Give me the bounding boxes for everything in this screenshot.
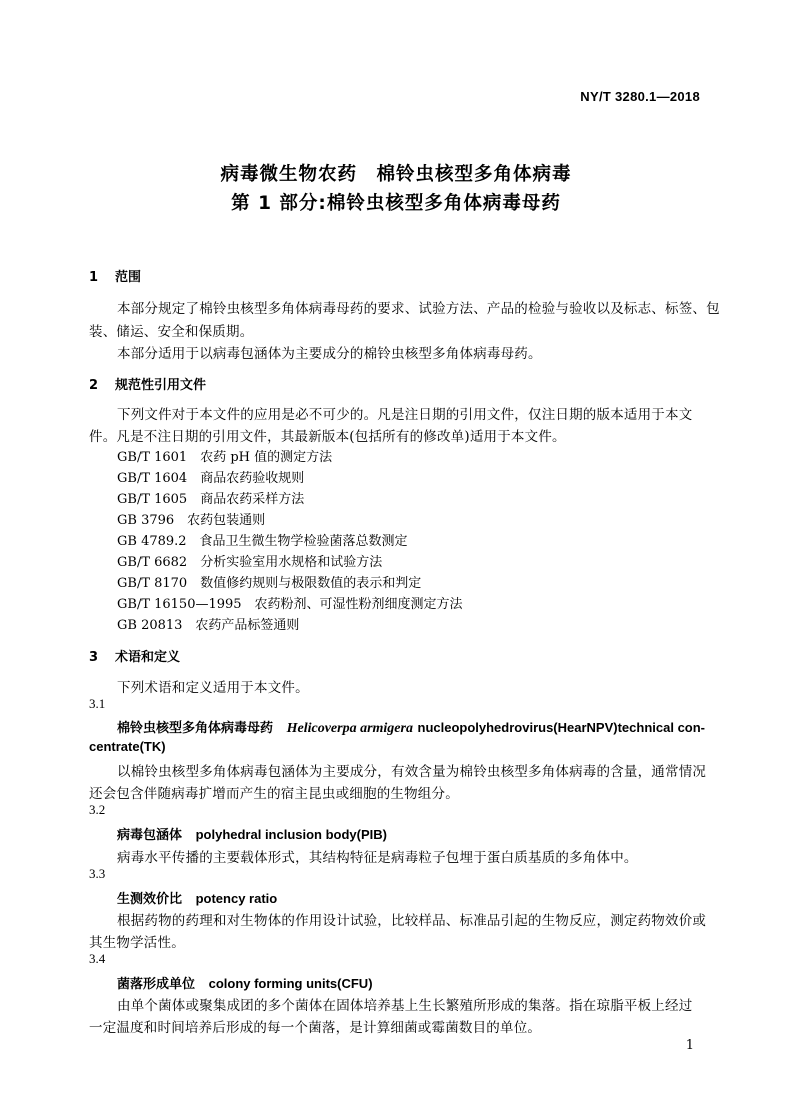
term-title xyxy=(117,824,387,843)
term-english: colony forming units(CFU) xyxy=(208,976,373,991)
section-number: 2 xyxy=(89,378,99,393)
reference-item: GB/T 16150—1995 农药粉剂、可湿性粉剂细度测定方法 xyxy=(117,597,463,612)
paragraph-line: 件。凡是不注日期的引用文件，其最新版本(包括所有的修改单)适用于本文件。 xyxy=(89,429,566,445)
term-english: centrate(TK) xyxy=(89,739,166,754)
reference-item: GB/T 1605 商品农药采样方法 xyxy=(117,492,305,507)
term-number: 3.4 xyxy=(89,951,106,966)
standard-number: NY/T 3280.1—2018 xyxy=(580,89,700,104)
definition-line: 病毒水平传播的主要载体形式，其结构特征是病毒粒子包埋于蛋白质基质的多角体中。 xyxy=(117,850,638,866)
term-chinese: 病毒包涵体 xyxy=(117,828,183,843)
term-title xyxy=(117,888,277,907)
term-chinese: 菌落形成单位 xyxy=(117,977,196,992)
definition-line: 其生物学活性。 xyxy=(89,935,185,951)
definition-line: 以棉铃虫核型多角体病毒包涵体为主要成分，有效含量为棉铃虫核型多角体病毒的含量，通常情况 xyxy=(117,764,707,780)
paragraph-line: 本部分规定了棉铃虫核型多角体病毒母药的要求、试验方法、产品的检验与验收以及标志、标签、包 xyxy=(117,301,720,317)
term-title xyxy=(117,717,705,737)
definition-line: 还会包含伴随病毒扩增而产生的宿主昆虫或细胞的生物组分。 xyxy=(89,786,459,802)
section-heading-terms-definitions xyxy=(89,646,180,665)
term-title-continuation xyxy=(89,739,166,755)
reference-item: GB/T 8170 数值修约规则与极限数值的表示和判定 xyxy=(117,576,422,591)
term-number: 3.2 xyxy=(89,802,106,817)
section-title: 规范性引用文件 xyxy=(115,378,207,393)
section-heading-normative-references xyxy=(89,374,206,393)
paragraph-line: 装、储运、安全和保质期。 xyxy=(89,324,254,340)
document-title-line-1: 病毒微生物农药 棉铃虫核型多角体病毒 xyxy=(220,164,572,185)
term-english: polyhedral inclusion body(PIB) xyxy=(195,827,387,842)
term-english: nucleopolyhedrovirus(HearNPV)technical con- xyxy=(417,720,706,735)
page-number: 1 xyxy=(685,1038,694,1053)
section-number: 3 xyxy=(89,650,99,665)
definition-line: 一定温度和时间培养后形成的每一个菌落，是计算细菌或霉菌数目的单位。 xyxy=(89,1020,542,1036)
paragraph-line: 本部分适用于以病毒包涵体为主要成分的棉铃虫核型多角体病毒母药。 xyxy=(117,346,542,362)
section-heading-scope xyxy=(89,266,141,285)
section-title: 范围 xyxy=(115,270,142,285)
paragraph-line: 下列文件对于本文件的应用是必不可少的。凡是注日期的引用文件，仅注日期的版本适用于本文 xyxy=(117,407,693,423)
definition-line: 根据药物的药理和对生物体的作用设计试验，比较样品、标准品引起的生物反应，测定药物效价或 xyxy=(117,913,707,929)
paragraph-line: 下列术语和定义适用于本文件。 xyxy=(117,680,309,696)
term-number: 3.1 xyxy=(89,696,106,711)
document-title-line-2: 第 1 部分:棉铃虫核型多角体病毒母药 xyxy=(231,193,561,214)
reference-item: GB/T 1601 农药 pH 值的测定方法 xyxy=(117,450,333,465)
term-species-italic: Helicoverpa armigera xyxy=(286,721,413,736)
term-number: 3.3 xyxy=(89,866,106,881)
term-chinese: 棉铃虫核型多角体病毒母药 xyxy=(117,721,274,736)
reference-item: GB/T 1604 商品农药验收规则 xyxy=(117,471,305,486)
reference-item: GB 3796 农药包装通则 xyxy=(117,513,266,528)
term-title xyxy=(117,973,373,992)
term-chinese: 生测效价比 xyxy=(117,892,183,907)
reference-item: GB 20813 农药产品标签通则 xyxy=(117,618,300,633)
section-title: 术语和定义 xyxy=(115,650,181,665)
section-number: 1 xyxy=(89,270,99,285)
term-english: potency ratio xyxy=(195,891,278,906)
definition-line: 由单个菌体或聚集成团的多个菌体在固体培养基上生长繁殖所形成的集落。指在琼脂平板上经过 xyxy=(117,998,693,1014)
reference-item: GB 4789.2 食品卫生微生物学检验菌落总数测定 xyxy=(117,534,408,549)
reference-item: GB/T 6682 分析实验室用水规格和试验方法 xyxy=(117,555,383,570)
